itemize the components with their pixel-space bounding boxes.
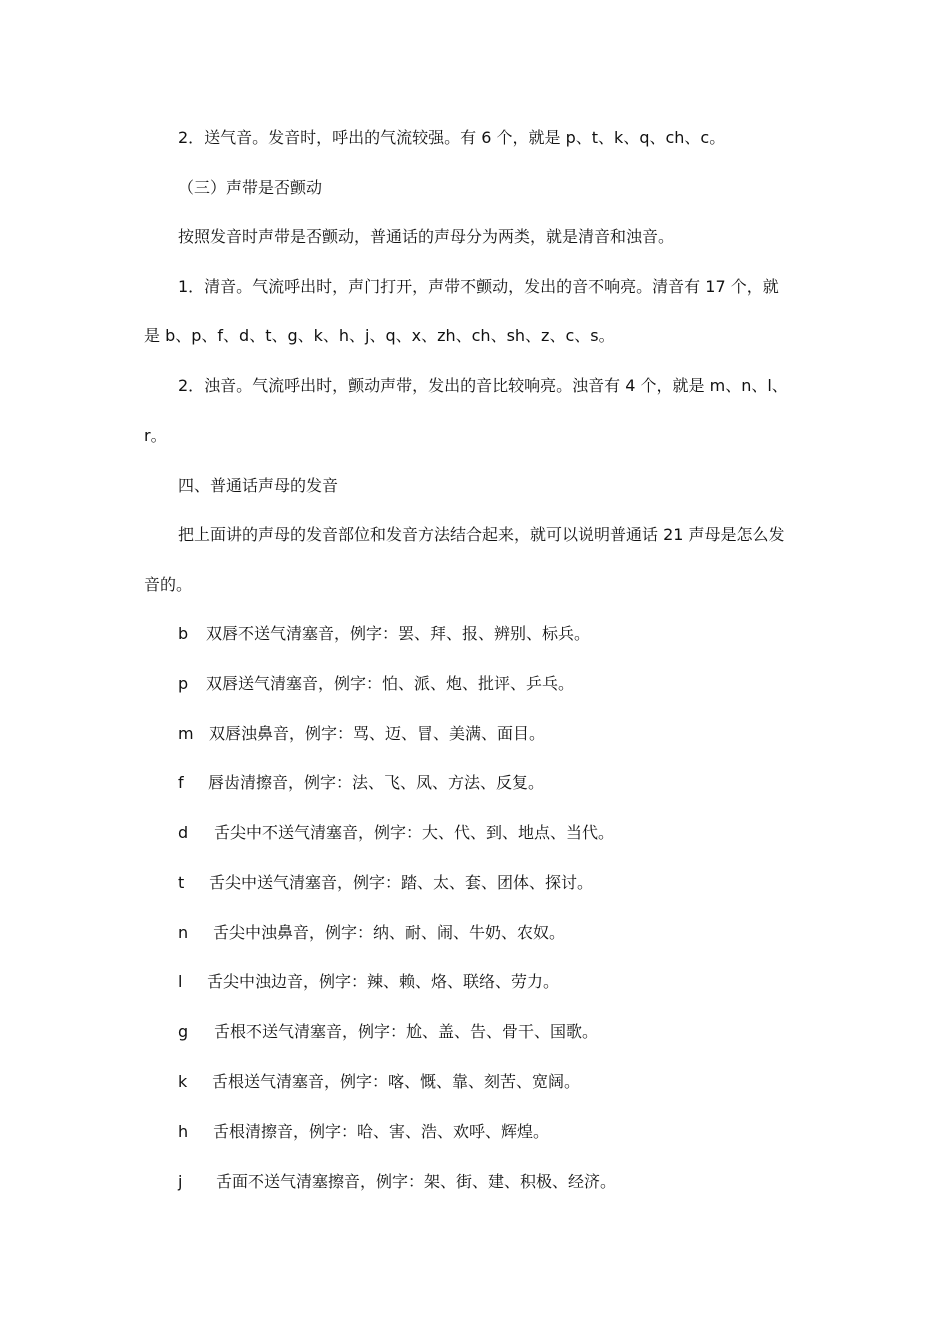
initial-letter: t — [178, 873, 185, 892]
initial-letter: b — [178, 624, 189, 643]
list-item — [178, 972, 559, 992]
list-item — [178, 624, 590, 644]
list-item — [178, 674, 574, 694]
initial-description: 双唇送气清塞音，例字：怕、派、炮、批评、乒乓。 — [206, 674, 575, 693]
list-item — [178, 1022, 598, 1042]
initial-description: 舌尖中浊鼻音，例字：纳、耐、闹、牛奶、农奴。 — [213, 923, 566, 942]
list-item — [178, 873, 593, 893]
paragraph-voiced-line1: 2．浊音。气流呼出时，颤动声带，发出的音比较响亮。浊音有 4 个，就是 m、n、l、 — [178, 376, 788, 395]
paragraph-combination-line2: 音的。 — [144, 575, 193, 594]
list-item — [178, 923, 565, 943]
paragraph-voiceless-line1: 1．清音。气流呼出时，声门打开，声带不颤动，发出的音不响亮。清音有 17 个，就 — [178, 277, 779, 296]
initial-letter: p — [178, 674, 189, 693]
paragraph-voicing-intro: 按照发音时声带是否颤动，普通话的声母分为两类，就是清音和浊音。 — [178, 227, 675, 246]
paragraph-combination-line1: 把上面讲的声母的发音部位和发音方法结合起来，就可以说明普通话 21 声母是怎么发 — [178, 525, 785, 544]
initial-description: 双唇浊鼻音，例字：骂、迈、冒、美满、面目。 — [209, 724, 546, 743]
list-item — [178, 1072, 580, 1092]
section-heading-vocal-cords: （三）声带是否颤动 — [178, 178, 323, 197]
list-item — [178, 773, 544, 793]
paragraph-voiced-line2: r。 — [144, 426, 167, 445]
initial-description: 舌面不送气清塞擦音，例字：架、街、建、积极、经济。 — [216, 1172, 617, 1191]
initial-letter: k — [178, 1072, 188, 1091]
paragraph-aspirated: 2．送气音。发音时，呼出的气流较强。有 6 个，就是 p、t、k、q、ch、c。 — [178, 128, 726, 147]
list-item — [178, 1122, 549, 1142]
initial-description: 唇齿清擦音，例字：法、飞、凤、方法、反复。 — [208, 773, 545, 792]
initial-letter: j — [178, 1172, 183, 1191]
initial-description: 舌根不送气清塞音，例字：尬、盖、告、骨干、国歌。 — [214, 1022, 599, 1041]
initial-description: 舌根清擦音，例字：哈、害、浩、欢呼、辉煌。 — [213, 1122, 550, 1141]
paragraph-voiceless-line2: 是 b、p、f、d、t、g、k、h、j、q、x、zh、ch、sh、z、c、s。 — [144, 326, 615, 345]
initial-letter: h — [178, 1122, 189, 1141]
initial-letter: m — [178, 724, 194, 743]
initial-description: 舌尖中浊边音，例字：辣、赖、烙、联络、劳力。 — [207, 972, 560, 991]
initial-letter: n — [178, 923, 189, 942]
initial-description: 舌根送气清塞音，例字：喀、慨、靠、刻苦、宽阔。 — [212, 1072, 581, 1091]
initial-description: 舌尖中送气清塞音，例字：踏、太、套、团体、探讨。 — [209, 873, 594, 892]
initial-letter: l — [178, 972, 183, 991]
initial-letter: g — [178, 1022, 189, 1041]
initial-description: 舌尖中不送气清塞音，例字：大、代、到、地点、当代。 — [214, 823, 615, 842]
list-item — [178, 724, 545, 744]
list-item — [178, 1172, 616, 1192]
section-heading-pronunciation: 四、普通话声母的发音 — [178, 476, 339, 495]
initial-letter: f — [178, 773, 184, 792]
list-item — [178, 823, 614, 843]
initial-description: 双唇不送气清塞音，例字：罢、拜、报、辨别、标兵。 — [206, 624, 591, 643]
initial-letter: d — [178, 823, 189, 842]
